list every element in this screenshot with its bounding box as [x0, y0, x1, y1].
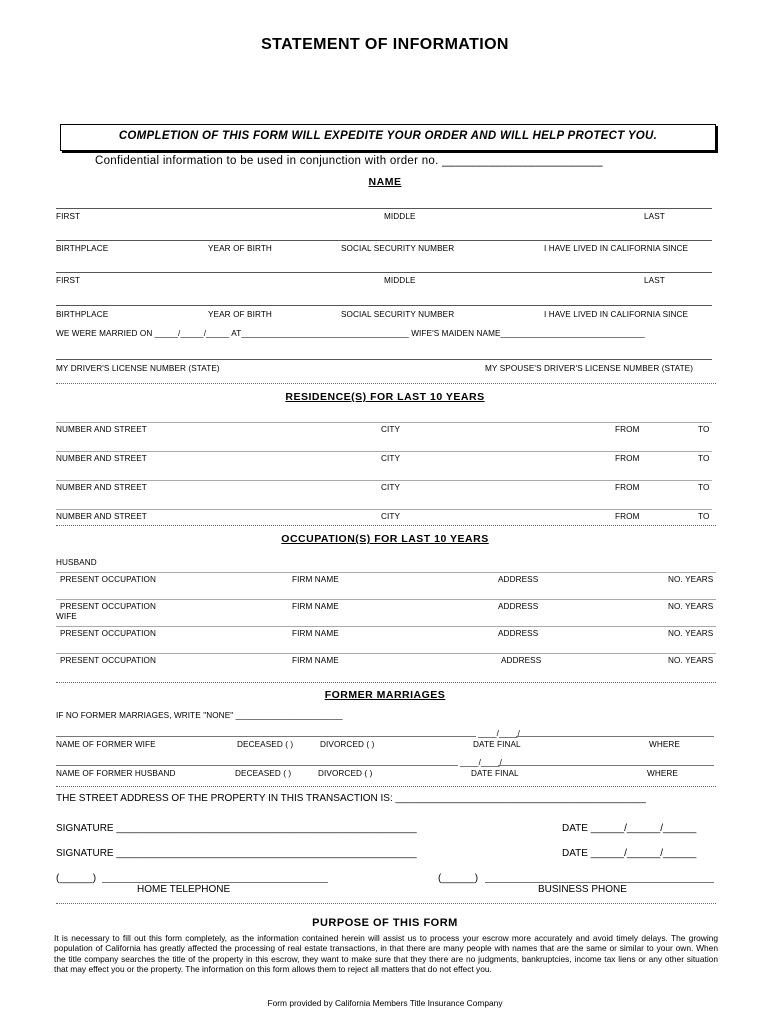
- business-phone-line[interactable]: [485, 882, 714, 883]
- firm-name-label: FIRM NAME: [292, 602, 339, 611]
- former-husband-label: NAME OF FORMER HUSBAND: [56, 769, 176, 778]
- spouse-name-line[interactable]: [56, 272, 712, 273]
- address-label: ADDRESS: [498, 575, 539, 584]
- present-occupation-label: PRESENT OCCUPATION: [60, 656, 156, 665]
- divider: [56, 903, 716, 904]
- residence-line[interactable]: [56, 451, 712, 452]
- residence-line[interactable]: [56, 480, 712, 481]
- divorced-checkbox[interactable]: DIVORCED ( ): [318, 769, 373, 778]
- city-label: CITY: [381, 454, 401, 463]
- where-label: WHERE: [649, 740, 680, 749]
- present-occupation-label: PRESENT OCCUPATION: [60, 575, 156, 584]
- where-label: WHERE: [647, 769, 678, 778]
- occupation-line[interactable]: [56, 572, 716, 573]
- city-label: CITY: [381, 512, 401, 521]
- married-line[interactable]: WE WERE MARRIED ON _____/_____/_____ AT____________________________________ WIFE'S MAIDEN NAME_______________________________: [56, 329, 645, 338]
- former-husband-where-line[interactable]: [498, 765, 714, 766]
- home-telephone-label: HOME TELEPHONE: [137, 884, 231, 895]
- year-of-birth-label: YEAR OF BIRTH: [208, 310, 272, 319]
- home-phone-area-code[interactable]: (______): [56, 873, 97, 884]
- birthplace-label: BIRTHPLACE: [56, 244, 109, 253]
- lived-since-label: I HAVE LIVED IN CALIFORNIA SINCE: [544, 244, 689, 253]
- number-street-label: NUMBER AND STREET: [56, 425, 147, 434]
- to-label: TO: [698, 425, 710, 434]
- former-wife-name-line[interactable]: [56, 736, 476, 737]
- property-address-line[interactable]: THE STREET ADDRESS OF THE PROPERTY IN THIS TRANSACTION IS: _____________________________________________: [56, 793, 646, 804]
- former-husband-date-slots[interactable]: ____/____/: [460, 758, 502, 767]
- business-phone-label: BUSINESS PHONE: [538, 884, 627, 895]
- number-street-label: NUMBER AND STREET: [56, 454, 147, 463]
- firm-name-label: FIRM NAME: [292, 656, 339, 665]
- occupation-line[interactable]: [56, 599, 716, 600]
- date-final-label: DATE FINAL: [471, 769, 519, 778]
- address-label: ADDRESS: [498, 602, 539, 611]
- signature-date[interactable]: DATE ______/______/______: [562, 848, 697, 859]
- occupation-line[interactable]: [56, 653, 716, 654]
- home-phone-line[interactable]: [102, 882, 328, 883]
- to-label: TO: [698, 512, 710, 521]
- ssn-label: SOCIAL SECURITY NUMBER: [341, 244, 455, 253]
- number-street-label: NUMBER AND STREET: [56, 483, 147, 492]
- signature-date[interactable]: DATE ______/______/______: [562, 823, 697, 834]
- husband-label: HUSBAND: [56, 558, 97, 567]
- notice-banner: [60, 124, 716, 151]
- from-label: FROM: [615, 454, 640, 463]
- purpose-heading: PURPOSE OF THIS FORM: [312, 917, 458, 929]
- former-wife-label: NAME OF FORMER WIFE: [56, 740, 156, 749]
- business-phone-area-code[interactable]: (______): [438, 873, 479, 884]
- spouse-birth-line[interactable]: [56, 305, 712, 306]
- divorced-checkbox[interactable]: DIVORCED ( ): [320, 740, 375, 749]
- years-label: NO. YEARS: [668, 629, 714, 638]
- occupation-heading: OCCUPATION(S) FOR LAST 10 YEARS: [281, 533, 489, 545]
- form-title: STATEMENT OF INFORMATION: [261, 36, 509, 53]
- present-occupation-label: PRESENT OCCUPATION: [60, 602, 156, 611]
- firm-name-label: FIRM NAME: [292, 629, 339, 638]
- residence-line[interactable]: [56, 509, 712, 510]
- residence-line[interactable]: [56, 422, 712, 423]
- number-street-label: NUMBER AND STREET: [56, 512, 147, 521]
- last-label: LAST: [644, 212, 665, 221]
- year-of-birth-label: YEAR OF BIRTH: [208, 244, 272, 253]
- divider: [56, 682, 716, 683]
- if-none-line[interactable]: IF NO FORMER MARRIAGES, WRITE "NONE" _______________________: [56, 711, 343, 720]
- occupation-line[interactable]: [56, 626, 716, 627]
- birthplace-label: BIRTHPLACE: [56, 310, 109, 319]
- first-label: FIRST: [56, 212, 81, 221]
- years-label: NO. YEARS: [668, 575, 714, 584]
- spouse-license-label: MY SPOUSE'S DRIVER'S LICENSE NUMBER (STATE): [485, 364, 694, 373]
- to-label: TO: [698, 454, 710, 463]
- divider: [56, 383, 716, 384]
- residence-heading: RESIDENCE(S) FOR LAST 10 YEARS: [285, 391, 485, 403]
- date-final-label: DATE FINAL: [473, 740, 521, 749]
- birth-line[interactable]: [56, 240, 712, 241]
- present-occupation-label: PRESENT OCCUPATION: [60, 629, 156, 638]
- name-heading: NAME: [368, 176, 402, 188]
- notice-banner-text: COMPLETION OF THIS FORM WILL EXPEDITE YOUR ORDER AND WILL HELP PROTECT YOU.: [118, 130, 658, 142]
- footer-credit: Form provided by California Members Title Insurance Company: [267, 998, 503, 1008]
- confidential-order-line: Confidential information to be used in conjunction with order no. ________________________: [95, 155, 603, 167]
- lived-since-label: I HAVE LIVED IN CALIFORNIA SINCE: [544, 310, 689, 319]
- last-label: LAST: [644, 276, 665, 285]
- former-wife-where-line[interactable]: [516, 736, 714, 737]
- city-label: CITY: [381, 483, 401, 492]
- first-name-line[interactable]: [56, 208, 712, 209]
- ssn-label: SOCIAL SECURITY NUMBER: [341, 310, 455, 319]
- from-label: FROM: [615, 483, 640, 492]
- middle-label: MIDDLE: [384, 212, 416, 221]
- from-label: FROM: [615, 425, 640, 434]
- deceased-checkbox[interactable]: DECEASED ( ): [237, 740, 294, 749]
- city-label: CITY: [381, 425, 401, 434]
- former-wife-date-slots[interactable]: ____/____/: [478, 729, 520, 738]
- deceased-checkbox[interactable]: DECEASED ( ): [235, 769, 292, 778]
- firm-name-label: FIRM NAME: [292, 575, 339, 584]
- former-husband-name-line[interactable]: [56, 765, 458, 766]
- first-label: FIRST: [56, 276, 81, 285]
- to-label: TO: [698, 483, 710, 492]
- middle-label: MIDDLE: [384, 276, 416, 285]
- years-label: NO. YEARS: [668, 602, 714, 611]
- divider: [56, 525, 716, 526]
- marriages-heading: FORMER MARRIAGES: [324, 689, 446, 701]
- purpose-text: It is necessary to fill out this form completely, as the information contained herein will assist us to process your escrow more accurately and avoid timely delays. The growing population of California has greatly affected the processing of real estate transactions, in that there are many people with names that are the same or similar to your own. When the title company searches the title of the property in this escrow, they want to make sure that they there are no judgments, bankruptcies, income tax liens or any other situation that may effect you or the property. The information on this form allows them to reject all matters that do not effect you.: [54, 933, 718, 974]
- from-label: FROM: [615, 512, 640, 521]
- divider: [56, 786, 716, 787]
- address-label: ADDRESS: [501, 656, 542, 665]
- signature-line[interactable]: SIGNATURE ______________________________________________________: [56, 848, 417, 859]
- years-label: NO. YEARS: [668, 656, 714, 665]
- wife-label: WIFE: [56, 612, 77, 621]
- address-label: ADDRESS: [498, 629, 539, 638]
- license-line[interactable]: [56, 359, 712, 360]
- drivers-license-label: MY DRIVER'S LICENSE NUMBER (STATE): [56, 364, 220, 373]
- signature-line[interactable]: SIGNATURE ______________________________________________________: [56, 823, 417, 834]
